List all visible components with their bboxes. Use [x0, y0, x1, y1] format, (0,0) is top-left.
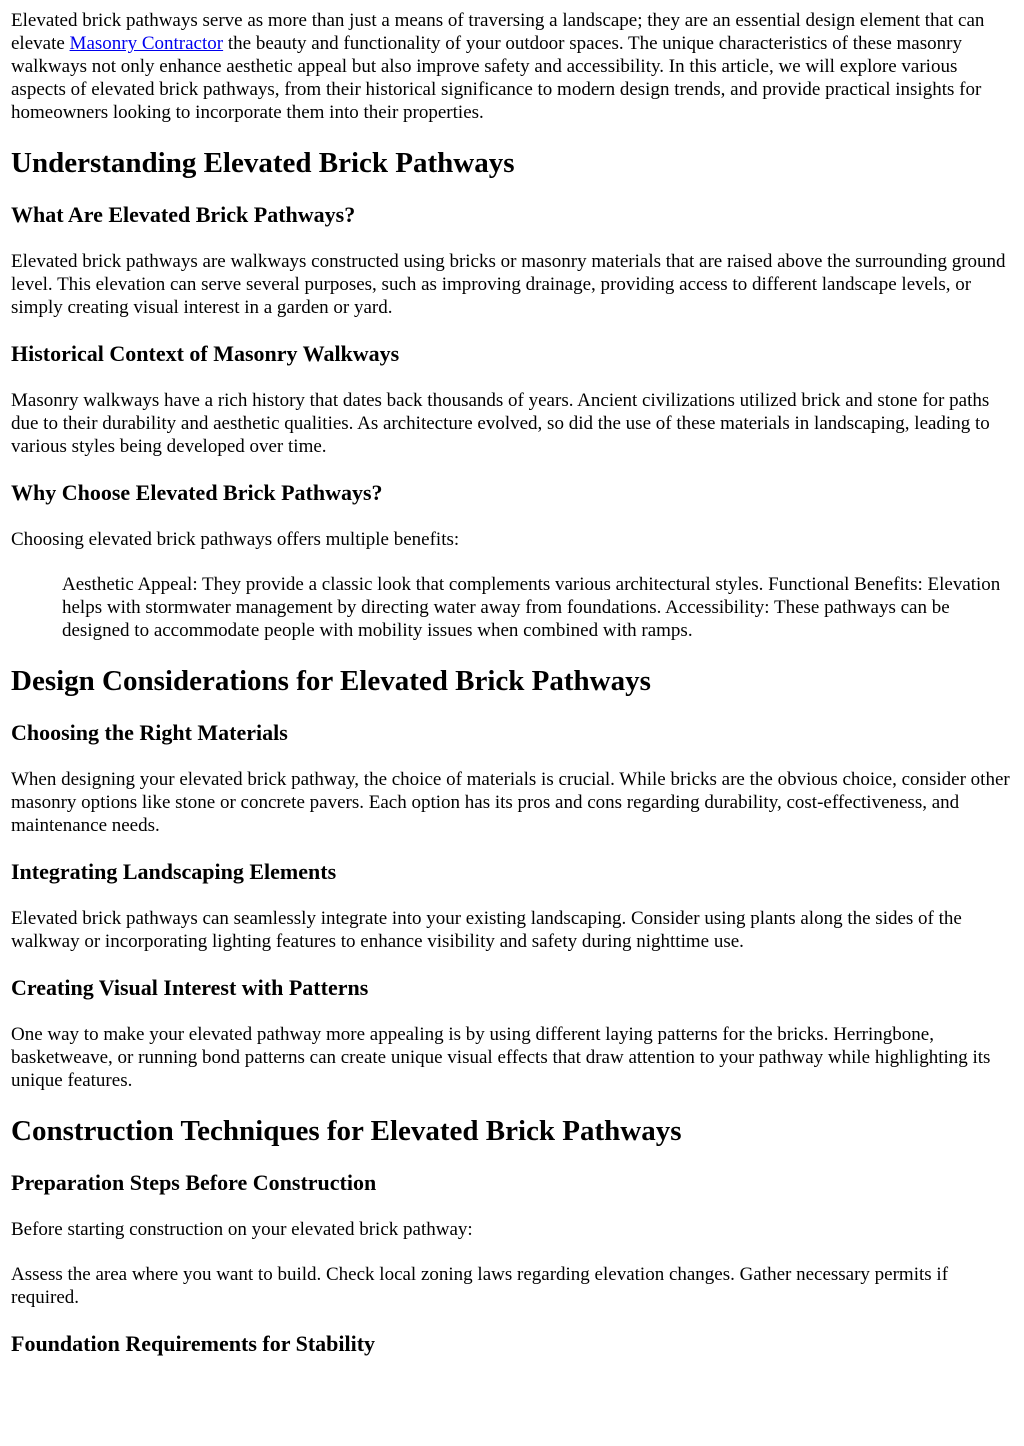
subheading-materials: Choosing the Right Materials: [11, 720, 288, 745]
paragraph-historical-context: Masonry walkways have a rich history that dates back thousands of years. Ancient civilizations utilized brick and stone for paths due to their durability and aesthetic qualities. As architecture evolved, so did the use of these materials in landscaping, leading to various styles being developed over time.: [11, 390, 990, 457]
paragraph-why-choose: Choosing elevated brick pathways offers multiple benefits:: [11, 529, 460, 550]
paragraph-patterns: One way to make your elevated pathway more appealing is by using different laying patterns for the bricks. Herringbone, basketweave, or running bond patterns can create unique visual effects that draw attention to your pathway while highlighting its unique features.: [11, 1024, 991, 1091]
intro-paragraph: [11, 9, 1014, 124]
intro-text-after: the beauty and functionality of your outdoor spaces. The unique characteristics of these masonry walkways not only enhance aesthetic appeal but also improve safety and accessibility. In this article, we will explore various aspects of elevated brick pathways, from their historical significance to modern design trends, and provide practical insights for homeowners looking to incorporate them into their properties.: [11, 33, 982, 123]
subheading-patterns: Creating Visual Interest with Patterns: [11, 975, 369, 1000]
paragraph-preparation: Before starting construction on your elevated brick pathway:: [11, 1219, 473, 1240]
section-heading-understanding: Understanding Elevated Brick Pathways: [11, 147, 515, 179]
paragraph-materials: When designing your elevated brick pathway, the choice of materials is crucial. While bricks are the obvious choice, consider other masonry options like stone or concrete pavers. Each option has its pros and cons regarding durability, cost-effectiveness, and maintenance needs.: [11, 769, 1010, 836]
section-heading-design: Design Considerations for Elevated Brick Pathways: [11, 665, 651, 697]
masonry-contractor-link[interactable]: Masonry Contractor: [69, 33, 224, 54]
subheading-historical-context: Historical Context of Masonry Walkways: [11, 341, 400, 366]
section-heading-construction: Construction Techniques for Elevated Brick Pathways: [11, 1115, 682, 1147]
subheading-foundation: Foundation Requirements for Stability: [11, 1331, 376, 1356]
paragraph-what-are: Elevated brick pathways are walkways constructed using bricks or masonry materials that are raised above the surrounding ground level. This elevation can serve several purposes, such as improving drainage, providing access to different landscape levels, or simply creating visual interest in a garden or yard.: [11, 251, 1006, 318]
subheading-landscaping: Integrating Landscaping Elements: [11, 859, 337, 884]
subheading-why-choose: Why Choose Elevated Brick Pathways?: [11, 480, 383, 505]
paragraph-landscaping: Elevated brick pathways can seamlessly integrate into your existing landscaping. Consider using plants along the sides of the walkway or incorporating lighting features to enhance visibility and safety during nighttime use.: [11, 908, 962, 952]
subheading-preparation: Preparation Steps Before Construction: [11, 1170, 377, 1195]
intro-text-before: Elevated brick pathways serve as more than just a means of traversing a landscape; they are an essential design element that can elevate: [11, 10, 985, 54]
benefits-quote: Aesthetic Appeal: They provide a classic look that complements various architectural styles. Functional Benefits: Elevation helps with stormwater management by directing water away from foundations. Accessibility: These pathways can be designed to accommodate people with mobility issues when combined with ramps.: [62, 574, 1001, 641]
paragraph-preparation-steps: Assess the area where you want to build. Check local zoning laws regarding elevation changes. Gather necessary permits if required.: [11, 1264, 949, 1308]
subheading-what-are: What Are Elevated Brick Pathways?: [11, 202, 356, 227]
